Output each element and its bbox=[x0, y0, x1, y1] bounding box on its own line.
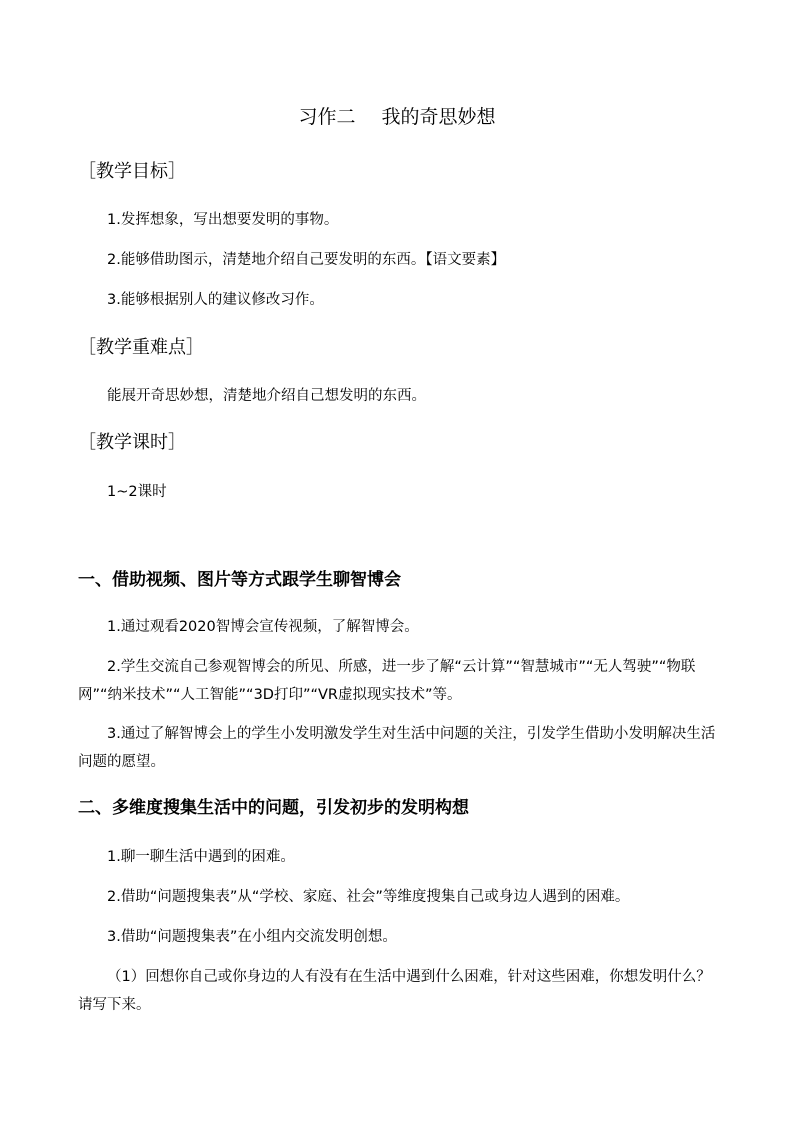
section-2-item-3: 3.借助“问题搜集表”在小组内交流发明创想。 bbox=[107, 929, 397, 945]
section-1-item-3: 3.通过了解智博会上的学生小发明激发学生对生活中问题的关注，引发学生借助小发明解决生活问题的愿望。 bbox=[78, 726, 716, 770]
key-points-text: 能展开奇思妙想，清楚地介绍自己想发明的东西。 bbox=[107, 388, 426, 404]
document-title bbox=[0, 104, 794, 130]
section-1-item-2: 2.学生交流自己参观智博会的所见、所感，进一步了解“云计算”“智慧城市”“无人驾驶”“物联网”“纳米技术”“人工智能”“3D打印”“VR虚拟现实技术”等。 bbox=[78, 659, 696, 703]
section-2-heading: 二、多维度搜集生活中的问题，引发初步的发明构想 bbox=[78, 798, 469, 818]
goal-item-3: 3.能够根据别人的建议修改习作。 bbox=[107, 292, 324, 308]
section-2-item-1: 1.聊一聊生活中遇到的困难。 bbox=[107, 849, 295, 865]
section-1-item-1: 1.通过观看2020智博会宣传视频，了解智博会。 bbox=[107, 619, 419, 635]
section-2-item-4: （1）回想你自己或你身边的人有没有在生活中遇到什么困难，针对这些困难，你想发明什么？请写下来。 bbox=[78, 969, 711, 1013]
class-hours-text: 1~2课时 bbox=[107, 484, 167, 500]
goal-item-1: 1.发挥想象，写出想要发明的事物。 bbox=[107, 212, 339, 228]
title-left: 习作二 bbox=[298, 106, 356, 128]
key-points-heading: ［教学重难点］ bbox=[78, 337, 204, 358]
goal-item-2: 2.能够借助图示，清楚地介绍自己要发明的东西。【语文要素】 bbox=[107, 252, 506, 268]
goals-heading: ［教学目标］ bbox=[78, 161, 186, 182]
title-right: 我的奇思妙想 bbox=[381, 106, 496, 128]
section-2-item-2: 2.借助“问题搜集表”从“学校、家庭、社会”等维度搜集自己或身边人遇到的困难。 bbox=[107, 889, 630, 905]
section-1-heading: 一、借助视频、图片等方式跟学生聊智博会 bbox=[78, 570, 401, 590]
class-hours-heading: ［教学课时］ bbox=[78, 432, 186, 453]
